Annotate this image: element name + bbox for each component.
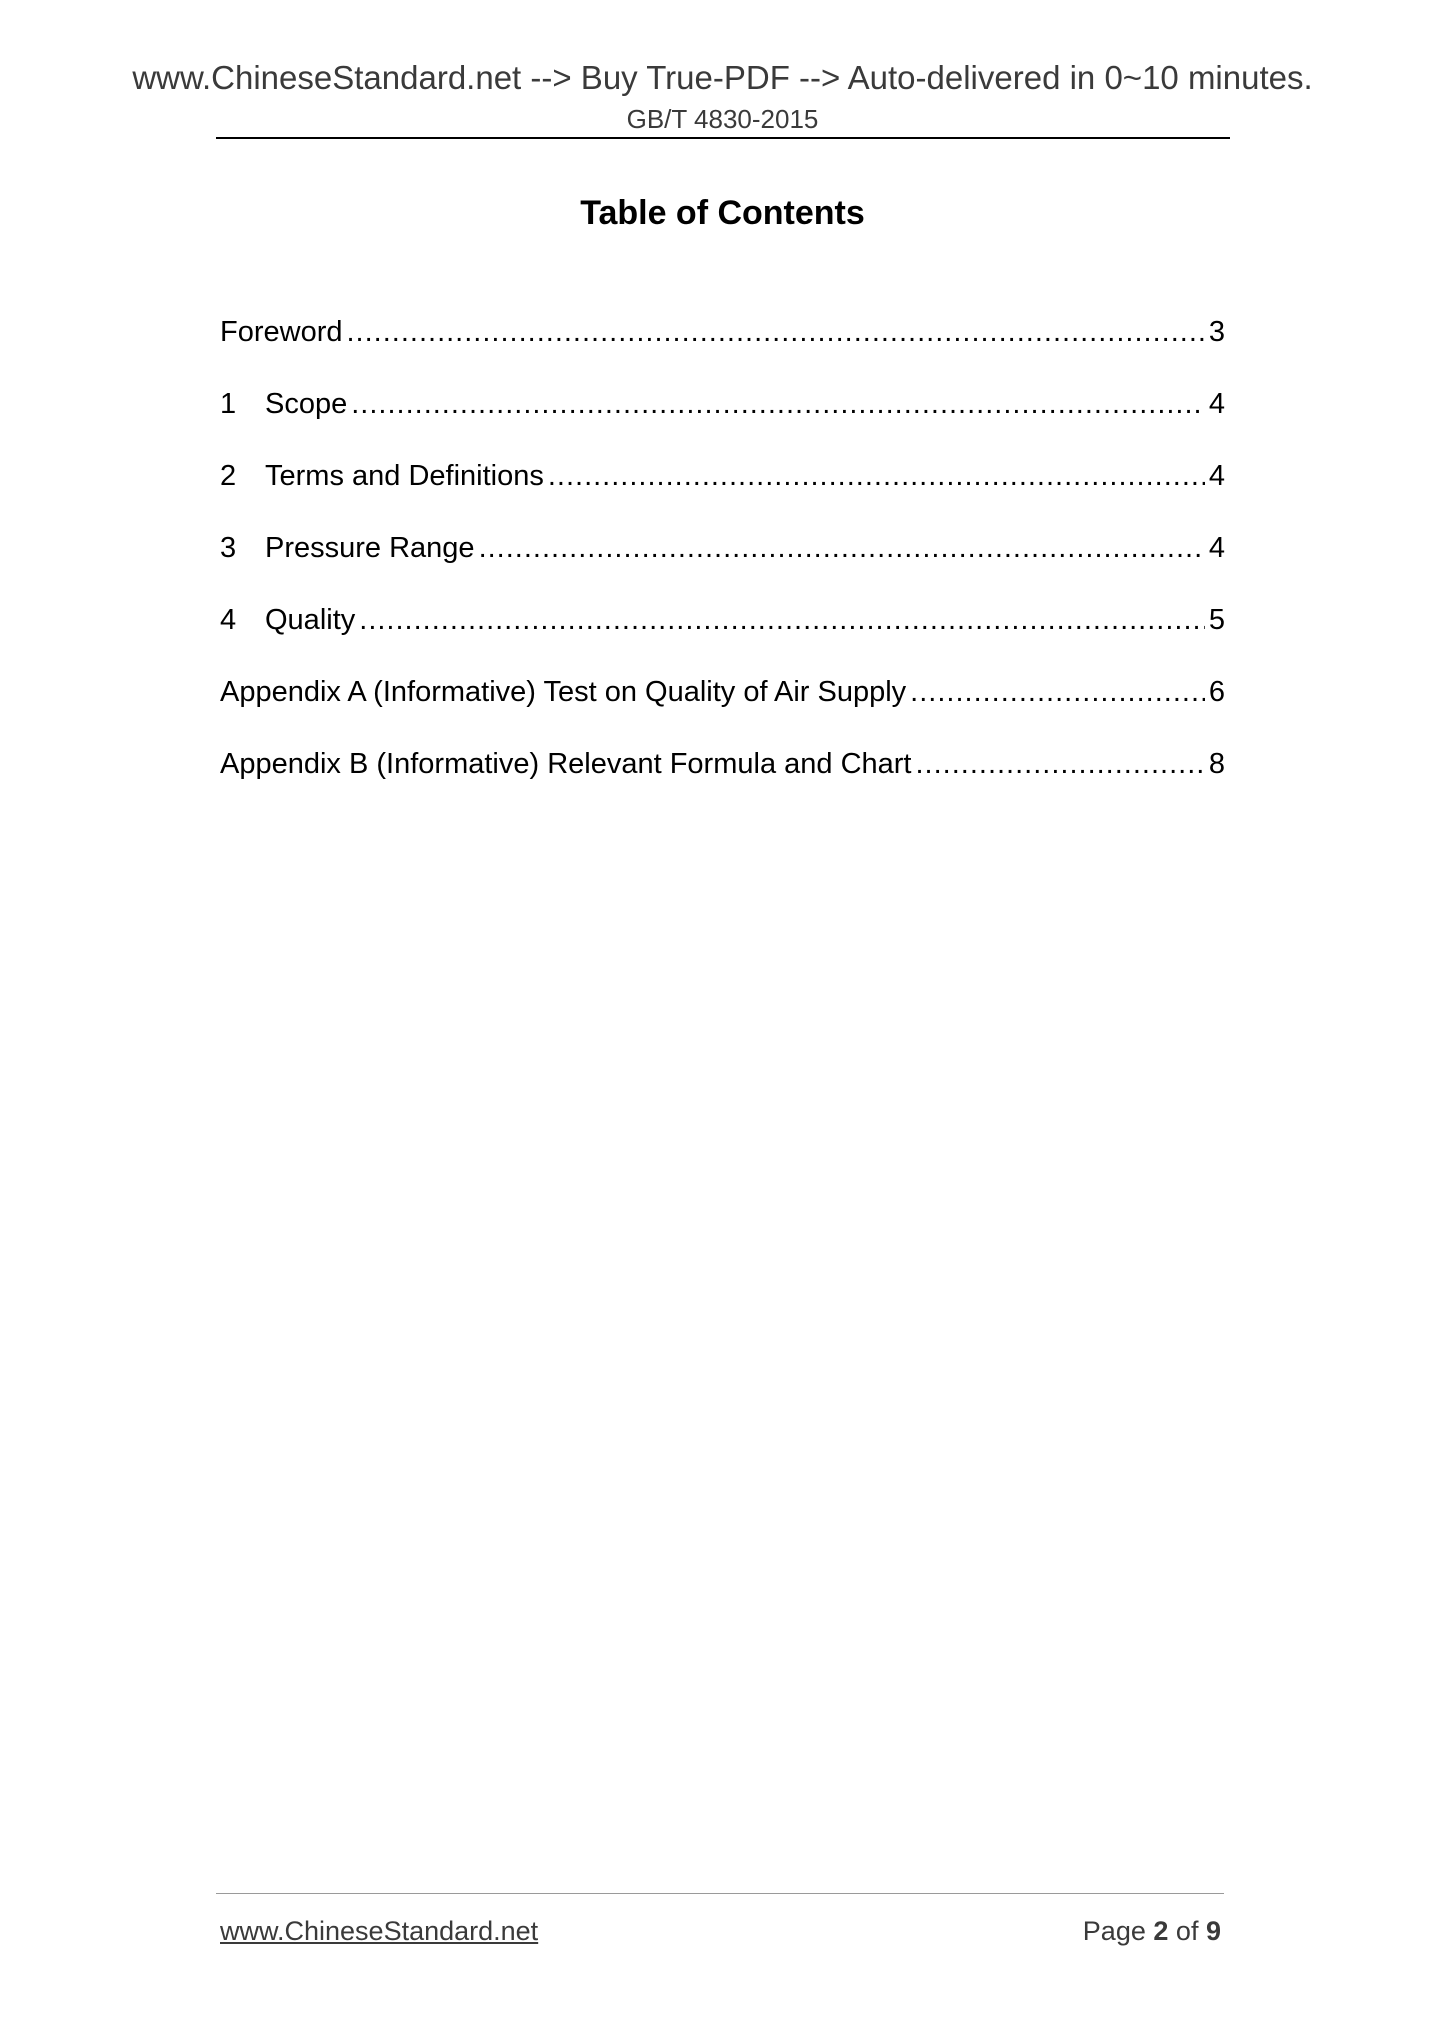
- toc-entry-pressure-range[interactable]: [220, 528, 1225, 600]
- toc-entry-page: 4: [1208, 532, 1225, 564]
- page-of: of: [1175, 1916, 1199, 1946]
- toc-leader-dots: [359, 600, 1205, 640]
- header-divider: [216, 137, 1230, 139]
- toc-entry-page: 5: [1208, 604, 1225, 636]
- toc-list: [220, 312, 1225, 816]
- toc-leader-dots: [479, 528, 1205, 568]
- toc-entry-page: 6: [1208, 676, 1225, 708]
- toc-leader-dots: [351, 384, 1205, 424]
- toc-entry-foreword[interactable]: [220, 312, 1225, 384]
- toc-entry-text: Terms and Definitions: [265, 460, 544, 492]
- page-prefix: Page: [1082, 1916, 1146, 1946]
- toc-entry-page: 4: [1208, 460, 1225, 492]
- footer-divider: [216, 1893, 1224, 1894]
- toc-entry-text: Appendix B (Informative) Relevant Formula and Chart: [220, 748, 912, 780]
- toc-entry-number: 3: [220, 532, 237, 564]
- toc-entry-appendix-a[interactable]: [220, 672, 1225, 744]
- toc-entry-number: 4: [220, 604, 237, 636]
- standard-code: GB/T 4830-2015: [626, 104, 819, 134]
- page-number: [1083, 1914, 1221, 1948]
- toc-entry-text: Scope: [265, 388, 348, 420]
- footer-website-link[interactable]: www.ChineseStandard.net: [220, 1916, 539, 1946]
- toc-leader-dots: [915, 744, 1204, 784]
- toc-entry-terms-and-definitions[interactable]: [220, 456, 1225, 528]
- toc-entry-scope[interactable]: [220, 384, 1225, 456]
- toc-leader-dots: [548, 456, 1205, 496]
- toc-entry-text: Pressure Range: [265, 532, 475, 564]
- toc-entry-text: Foreword: [220, 316, 343, 348]
- toc-entry-number: 2: [220, 460, 237, 492]
- page-current: 2: [1153, 1916, 1169, 1946]
- toc-entry-quality[interactable]: [220, 600, 1225, 672]
- toc-entry-text: Quality: [265, 604, 356, 636]
- toc-entry-text: Appendix A (Informative) Test on Quality of Air Supply: [220, 676, 907, 708]
- toc-title: Table of Contents: [580, 194, 865, 232]
- toc-entry-page: 8: [1208, 748, 1225, 780]
- toc-leader-dots: [347, 312, 1205, 352]
- toc-entry-page: 4: [1208, 388, 1225, 420]
- toc-leader-dots: [910, 672, 1205, 712]
- toc-entry-number: 1: [220, 388, 237, 420]
- toc-entry-appendix-b[interactable]: [220, 744, 1225, 816]
- toc-entry-page: 3: [1208, 316, 1225, 348]
- page-total: 9: [1205, 1916, 1221, 1946]
- header-banner: www.ChineseStandard.net --> Buy True-PDF --> Auto-delivered in 0~10 minutes.: [132, 59, 1313, 96]
